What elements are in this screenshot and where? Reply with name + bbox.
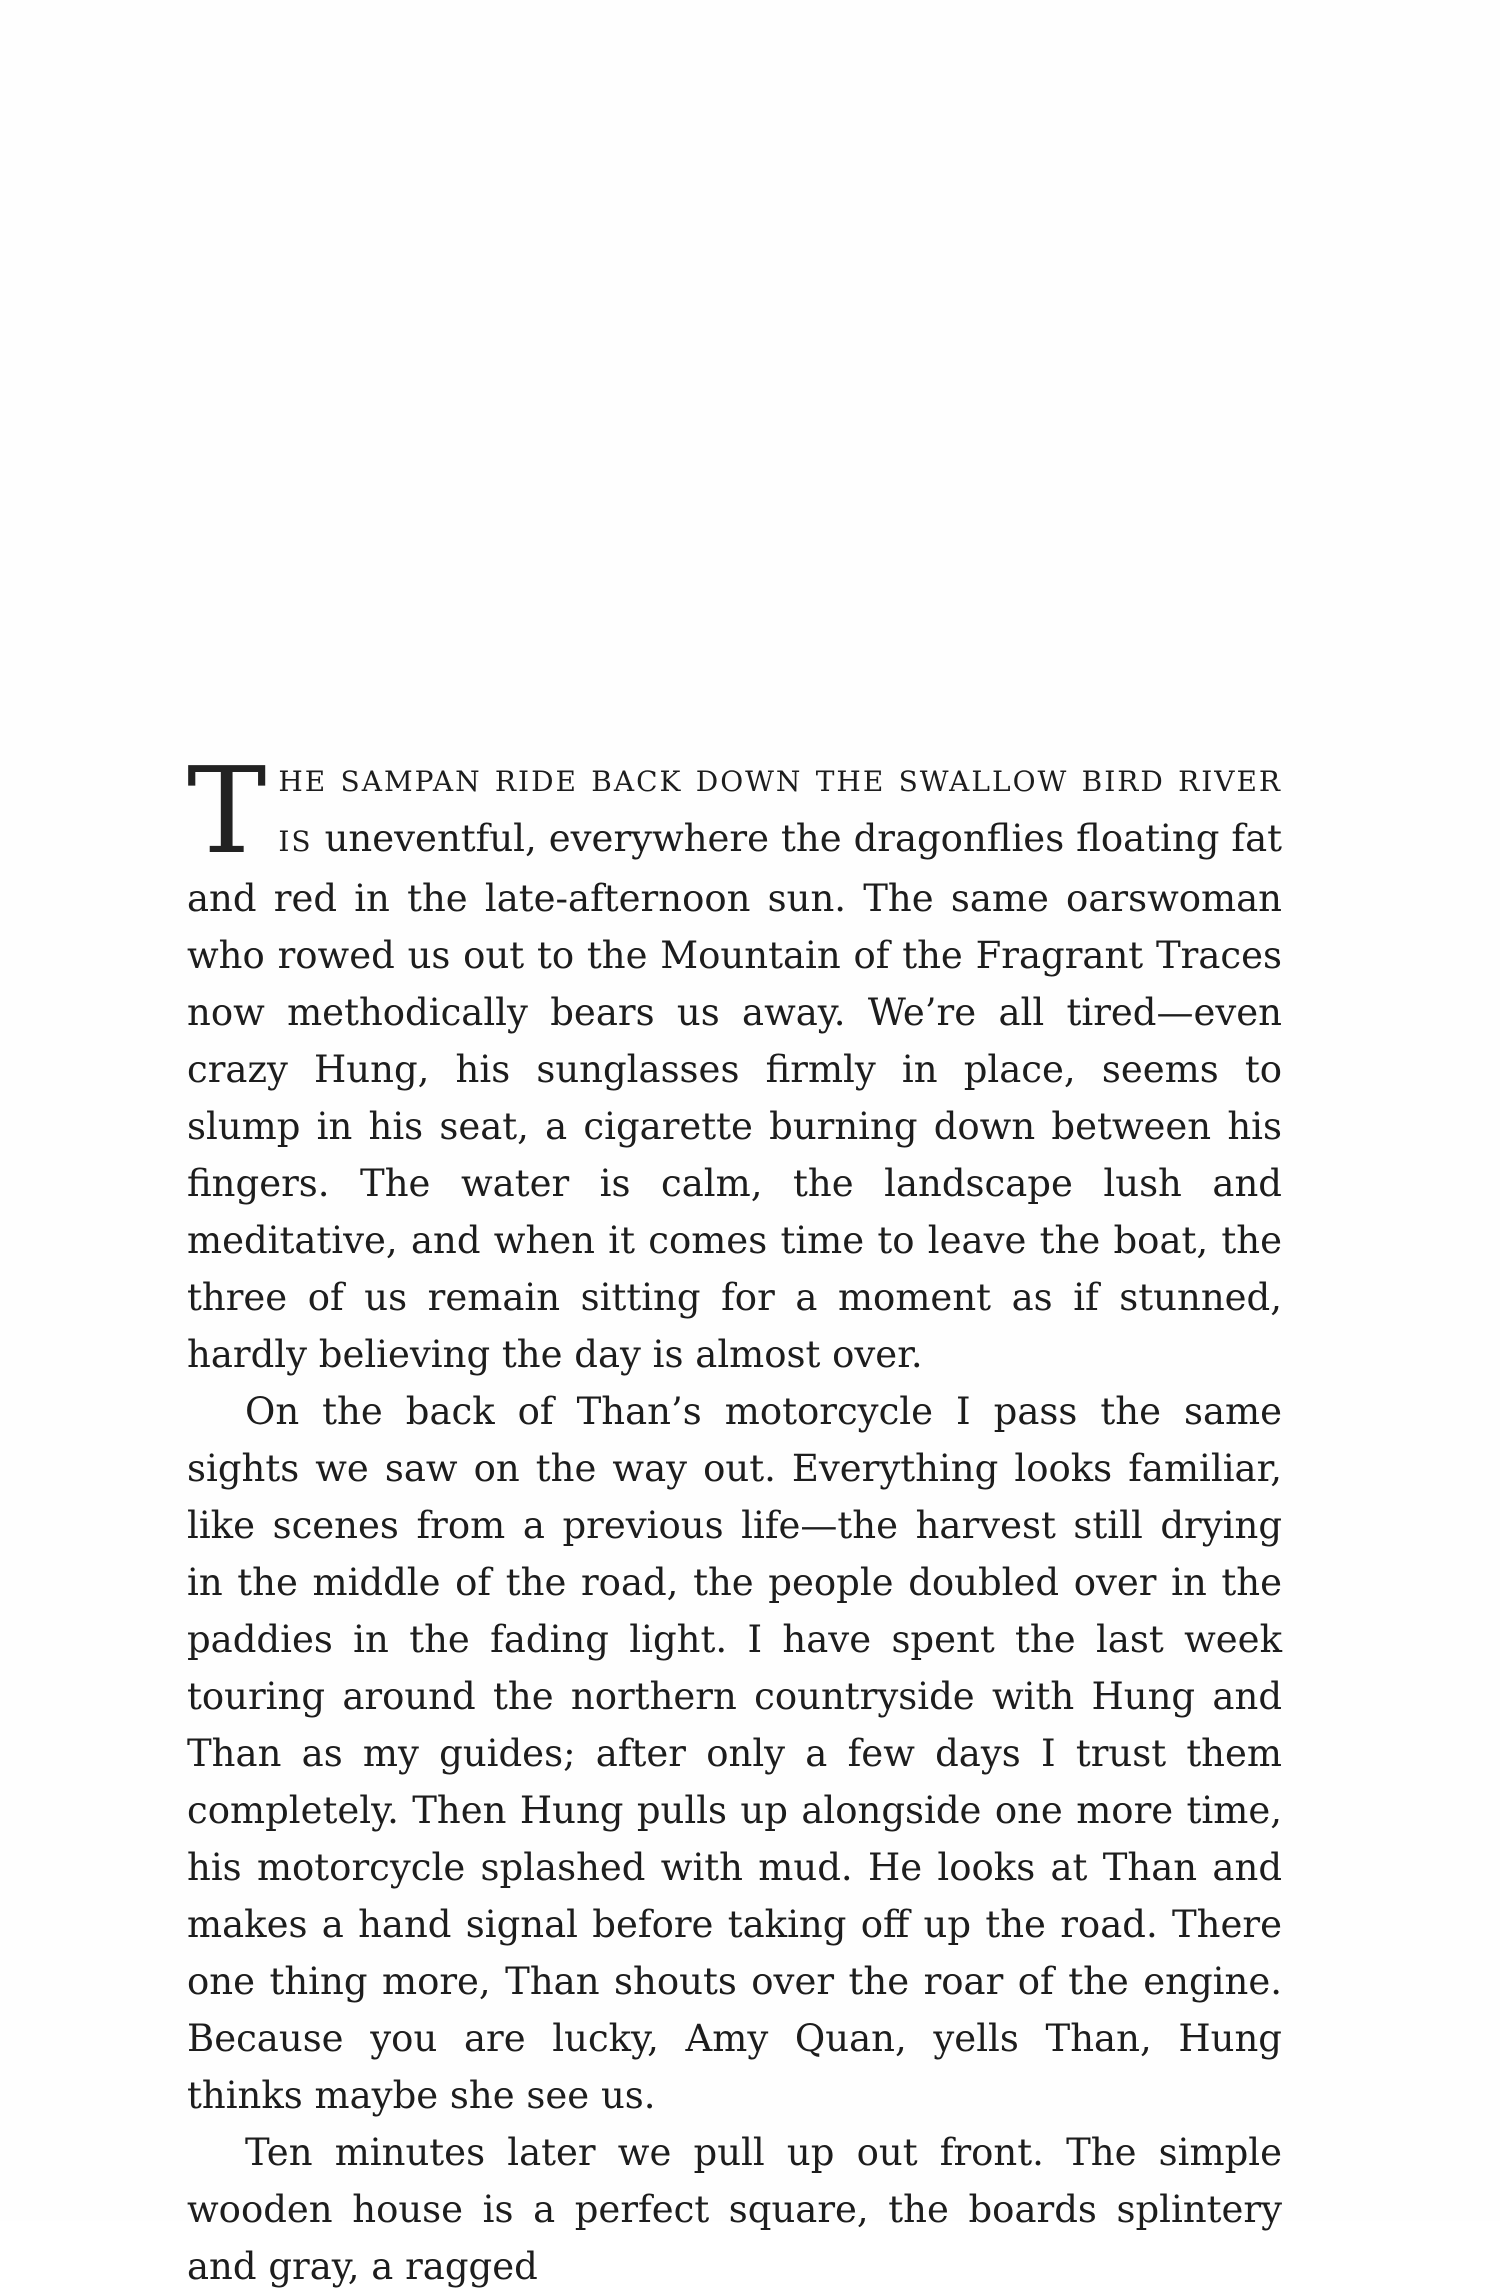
- opening-paragraph-text: uneventful, everywhere the dragonflies floating fat and red in the late-afternoon sun. The same oarswoman who rowed us out to the Mountain of the Fragrant Traces now methodically bears us away. We’re all tired—even crazy Hung, his sunglasses firmly in place, seems to slump in his seat, a cigarette burning down between his fingers. The water is calm, the landscape lush and meditative, and when it comes time to leave the boat, the three of us remain sitting for a moment as if stunned, hardly believing the day is almost over.: [187, 817, 1282, 1376]
- paragraph: Ten minutes later we pull up out front. The simple wooden house is a perfect square, the boards splintery and gray, a ragged: [187, 2131, 1282, 2288]
- body-text: [187, 743, 1282, 2295]
- drop-cap: T: [187, 743, 267, 881]
- opening-paragraph: [187, 743, 1282, 1383]
- small-caps-lead-in: HE SAMPAN RIDE BACK DOWN THE SWALLOW BIRD RIVER IS: [278, 765, 1282, 858]
- paragraph: On the back of Than’s motorcycle I pass the same sights we saw on the way out. Everything looks familiar, like scenes from a previous life—the harvest still drying in the middle of the road, the people doubled over in the paddies in the fading light. I have spent the last week touring around the northern countryside with Hung and Than as my guides; after only a few days I trust them completely. Then Hung pulls up alongside one more time, his motorcycle splashed with mud. He looks at Than and makes a hand signal before taking off up the road. There one thing more, Than shouts over the roar of the engine. Because you are lucky, Amy Quan, yells Than, Hung thinks maybe she see us.: [187, 1390, 1282, 2117]
